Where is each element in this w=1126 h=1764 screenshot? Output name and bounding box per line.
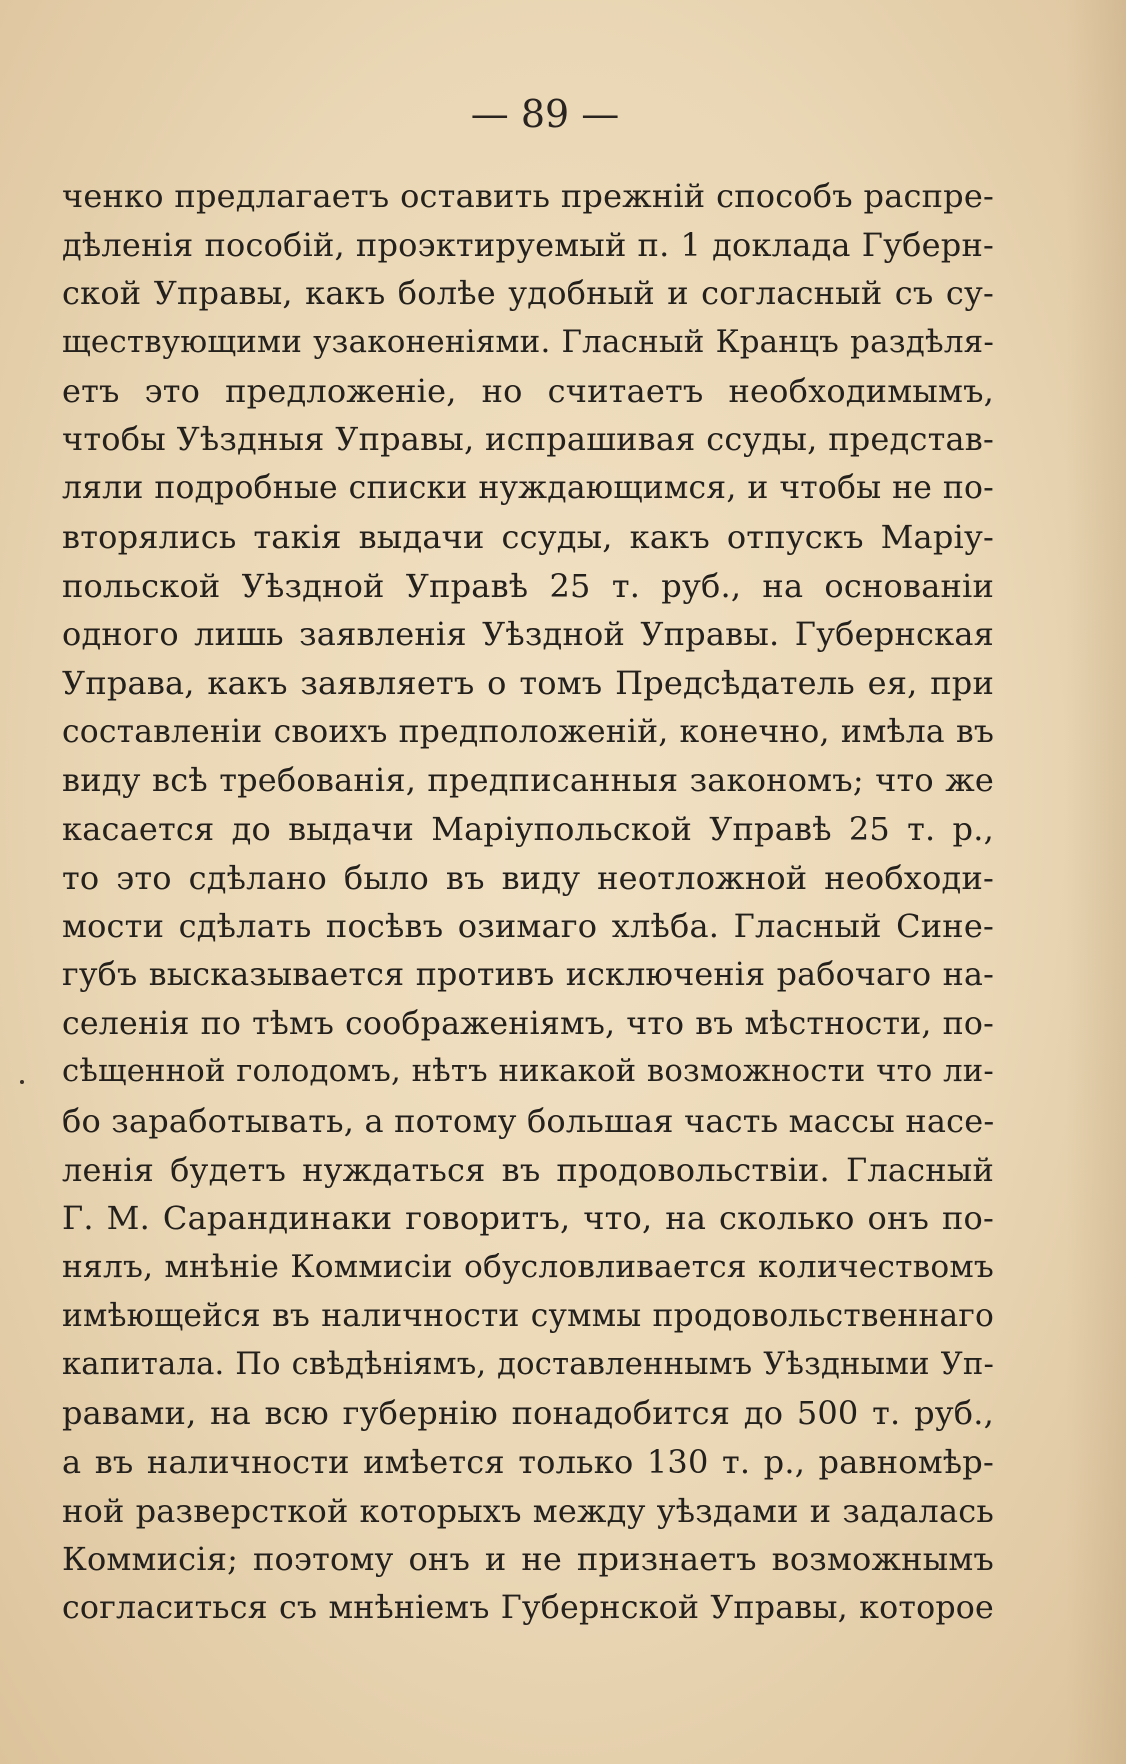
text-line: чтобы Уѣздныя Управы, испрашивая ссуды, представ- — [62, 420, 994, 459]
text-line: етъ это предложеніе, но считаетъ необходимымъ, — [62, 371, 994, 410]
text-line: Управа, какъ заявляетъ о томъ Предсѣдатель ея, при — [62, 663, 994, 702]
text-line: ской Управы, какъ болѣе удобный и согласный съ су- — [62, 274, 994, 313]
ink-speck — [20, 1080, 24, 1084]
text-line: то это сдѣлано было въ виду неотложной необходи- — [62, 858, 994, 897]
text-line: вторялись такія выдачи ссуды, какъ отпускъ Маріу- — [62, 517, 994, 556]
text-line: ленія будетъ нуждаться въ продовольствіи. Гласный — [62, 1150, 994, 1189]
text-line: Г. М. Сарандинаки говоритъ, что, на сколько онъ по- — [62, 1199, 994, 1238]
text-line: согласиться съ мнѣніемъ Губернской Управы, которое — [62, 1589, 994, 1626]
text-line: сѣщенной голодомъ, нѣтъ никакой возможности что ли- — [62, 1054, 994, 1090]
text-line: касается до выдачи Маріупольской Управѣ 25 т. р., — [62, 809, 994, 848]
text-line: виду всѣ требованія, предписанныя закономъ; что же — [62, 761, 994, 800]
text-line: одного лишь заявленія Уѣздной Управы. Губернская — [62, 615, 994, 654]
text-line: польской Уѣздной Управѣ 25 т. руб., на основаніи — [62, 566, 994, 605]
text-line: ной разверсткой которыхъ между уѣздами и задалась — [62, 1491, 994, 1530]
body-text — [62, 172, 994, 1633]
text-line: равами, на всю губернію понадобится до 500 т. руб., — [62, 1394, 994, 1433]
text-line: имѣющейся въ наличности суммы продовольственнаго — [62, 1297, 994, 1334]
text-line: а въ наличности имѣется только 130 т. р., равномѣр- — [62, 1442, 994, 1481]
text-line: составленіи своихъ предположеній, конечно, имѣла въ — [62, 713, 994, 750]
text-line: мости сдѣлать посѣвъ озимаго хлѣба. Гласный Сине- — [62, 907, 994, 946]
text-line: капитала. По свѣдѣніямъ, доставленнымъ Уѣздными Уп- — [62, 1346, 994, 1382]
text-line: ществующими узаконеніями. Гласный Кранцъ раздѣля- — [62, 324, 994, 361]
page-edge-shadow — [1066, 0, 1126, 1764]
text-line: ченко предлагаетъ оставить прежній способъ распре- — [62, 177, 994, 215]
text-line: Коммисія; поэтому онъ и не признаетъ возможнымъ — [62, 1540, 994, 1579]
text-line: нялъ, мнѣніе Коммисіи обусловливается количествомъ — [62, 1249, 994, 1286]
text-line: селенія по тѣмъ соображеніямъ, что въ мѣстности, по- — [62, 1005, 994, 1042]
text-line: бо заработывать, а потому большая часть массы насе- — [62, 1102, 995, 1141]
text-line: дѣленія пособій, проэктируемый п. 1 доклада Губерн- — [62, 225, 994, 264]
page-number: — 89 — — [470, 92, 620, 136]
text-line: ляли подробные списки нуждающимся, и чтобы не по- — [62, 470, 994, 507]
text-line: губъ высказывается противъ исключенія рабочаго на- — [62, 957, 994, 993]
